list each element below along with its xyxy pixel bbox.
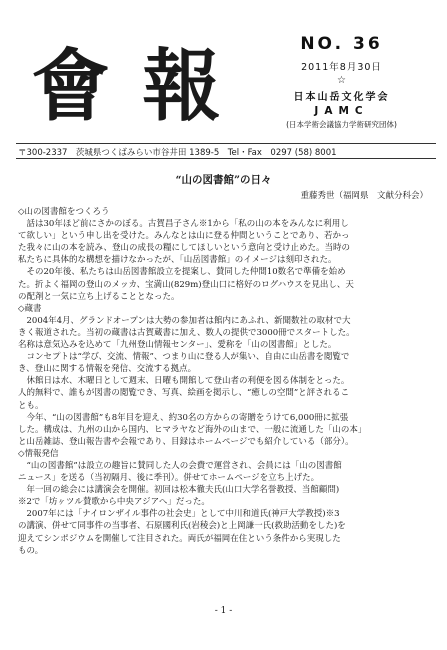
organization-abbr: JAMC — [314, 105, 369, 117]
body-line: 迎えてシンポジウムを開催して注目された。両氏が福岡在住という条件から実現した — [18, 533, 341, 544]
body-line: きく報道された。当初の蔵書は古賀蔵書に加え、数人の提供で3000冊でスタートした。 — [18, 327, 355, 338]
body-line: の講演、併せて同事件の当事者、石原國利氏(岩稜会)と上岡謙一氏(救助活動をした)を — [18, 521, 346, 532]
body-line: 今年、“山の図書館”も8年目を迎え、約30名の方からの寄贈をうけて6,000冊に拡張 — [18, 412, 349, 423]
divider-bottom — [16, 158, 436, 159]
body-line: とも。 — [18, 400, 44, 411]
body-line: ニュース」を送る（当初隔月、後に季刊）。併せてホームページを立ち上げた。 — [18, 473, 320, 484]
article-body — [18, 206, 432, 557]
body-line: した。構成は、九州の山から国内、ヒマラヤなど海外の山まで、一般に流通した「山の本」 — [18, 424, 367, 435]
issue-date: 2011年8月30日 — [301, 62, 382, 73]
address-line: 〒300-2337 茨城県つくばみらい市谷井田 1389-5 Tel・Fax 0297 (58) 8001 — [18, 148, 337, 158]
body-line: と山岳雑誌、登山報告書や会報であり、目録はホームページでも紹介している（部分）。 — [18, 436, 354, 447]
body-line: た我々に山の本を読み、登山の成長の糧にしてほしいという意向と受け止めた。当時の — [18, 243, 351, 254]
body-line: その20年後、私たちは山岳図書館設立を提案し、賛同した仲間10数名で準備を始め — [18, 267, 346, 278]
masthead-logo — [16, 30, 238, 144]
page-number: - 1 - — [214, 606, 233, 616]
body-line: もの。 — [18, 545, 44, 556]
body-line: 2007年には「ナイロンザイル事件の社会史」として中川和道氏(神戸大学教授)※3 — [18, 509, 340, 520]
body-line: ◇蔵書 — [18, 303, 42, 314]
masthead-char-1: 會 — [31, 41, 112, 132]
issue-number: NO. 36 — [300, 34, 383, 54]
body-line: コンセプトは“学び、交流、情報”、つまり山に登る人が集い、自由に山岳書を閲覧で — [18, 352, 350, 363]
masthead-char-2: 報 — [142, 41, 223, 132]
body-line: 2004年4月、グランドオープンは大勢の参加者は館内にあふれ、新聞数社の取材で大 — [18, 315, 351, 326]
article-author: 重藤秀世（福岡県 文献分科会） — [300, 191, 428, 201]
issue-info — [254, 34, 429, 130]
body-line: ※2で「坊ヶツル賛歌から中央アジアへ」だった。 — [18, 497, 210, 508]
body-line: 名称は意気込みを込めて「九州登山情報センター」、愛称を「山の図書館」とした。 — [18, 340, 337, 351]
body-line: 休館日は水、木曜日として週末、日曜も開館して登山者の利便を図る体制をとった。 — [18, 376, 350, 387]
star-ornament: ☆ — [337, 75, 346, 86]
organization-name: 日本山岳文化学会 — [293, 92, 390, 103]
body-line: 話は30年ほど前にさかのぼる。古賀昌子さん※1から「私の山の本をみんなに利用し — [18, 219, 349, 230]
body-line: て欲しい」という申し出を受けた。みんなとは山に登る仲間ということであり、若かっ — [18, 231, 350, 242]
body-line: ◇情報発信 — [18, 448, 59, 459]
body-line: “山の図書館”は設立の趣旨に賛同した人の会費で運営され、会員には「山の図書館 — [18, 460, 342, 471]
body-line: た。折よく福岡の登山のメッカ、宝満山(829m)登山口に格好のログハウスを見出し、天 — [18, 279, 354, 290]
body-line: ◇山の図書館をつくろう — [18, 207, 110, 217]
divider-top — [16, 143, 436, 144]
body-line: 私たちに具体的な構想を描けなかったが、「山岳図書館」のイメージは刻印された。 — [18, 255, 337, 266]
body-line: き、登山に関する情報を発信、交流する拠点。 — [18, 364, 197, 375]
body-line: の配剤と一気に立ち上げることとなった。 — [18, 291, 180, 302]
article-title: “山の図書館”の日々 — [175, 174, 272, 186]
body-line: 人的無料で、誰もが図書の閲覧でき、写真、絵画を掲示し、“癒しの空間”と評されるこ — [18, 388, 350, 399]
organization-affiliation: (日本学術会議協力学術研究団体) — [286, 120, 397, 129]
body-line: 年一回の総会には講演会を開催。初回は松本徹夫氏(山口大学名誉教授、当館顧問) — [18, 485, 340, 496]
